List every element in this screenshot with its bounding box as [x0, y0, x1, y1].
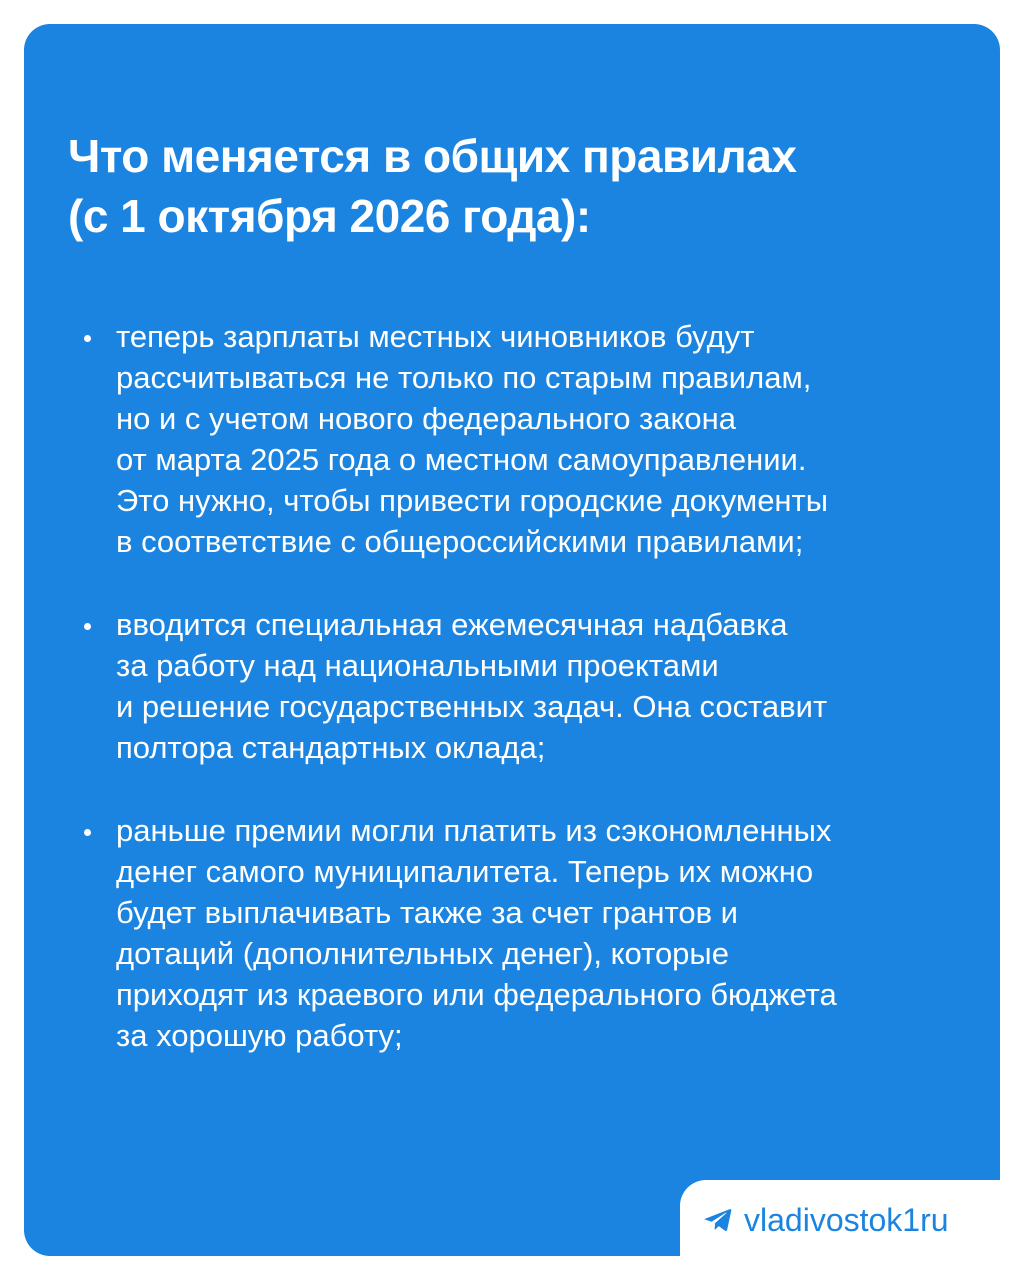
brand-name: vladivostok1ru: [744, 1201, 949, 1238]
bullet-text-line: Это нужно, чтобы привести городские документы: [116, 483, 829, 518]
bullet-icon: [84, 829, 91, 836]
bullet-text-line: от марта 2025 года о местном самоуправлении.: [116, 442, 807, 477]
bullet-text-line: но и с учетом нового федерального закона: [116, 401, 737, 436]
bullet-list: [68, 316, 968, 1098]
bullet-icon: [84, 623, 91, 630]
page-title: [68, 126, 968, 246]
bullet-text-line: вводится специальная ежемесячная надбавка: [116, 607, 788, 642]
bullet-text-line: денег самого муниципалитета. Теперь их можно: [116, 854, 814, 889]
bullet-text-line: за работу над национальными проектами: [116, 648, 719, 683]
list-item: [68, 604, 968, 768]
telegram-icon: [704, 1208, 732, 1232]
bullet-text-line: и решение государственных задач. Она составит: [116, 689, 828, 724]
title-line-1: Что меняется в общих правилах: [68, 130, 797, 182]
bullet-text-line: дотаций (дополнительных денег), которые: [116, 936, 729, 971]
bullet-text-line: приходят из краевого или федерального бюджета: [116, 977, 837, 1012]
bullet-text-line: за хорошую работу;: [116, 1018, 403, 1053]
title-line-2: (с 1 октября 2026 года):: [68, 190, 591, 242]
bullet-icon: [84, 335, 91, 342]
bullet-text-line: полтора стандартных оклада;: [116, 730, 546, 765]
list-item: [68, 316, 968, 562]
bullet-text-line: в соответствие с общероссийскими правилами;: [116, 524, 804, 559]
brand-link[interactable]: [704, 1196, 949, 1244]
bullet-text-line: раньше премии могли платить из сэкономленных: [116, 813, 832, 848]
bullet-text-line: теперь зарплаты местных чиновников будут: [116, 319, 755, 354]
bullet-text-line: рассчитываться не только по старым правилам,: [116, 360, 812, 395]
bullet-text-line: будет выплачивать также за счет грантов и: [116, 895, 738, 930]
list-item: [68, 810, 968, 1056]
